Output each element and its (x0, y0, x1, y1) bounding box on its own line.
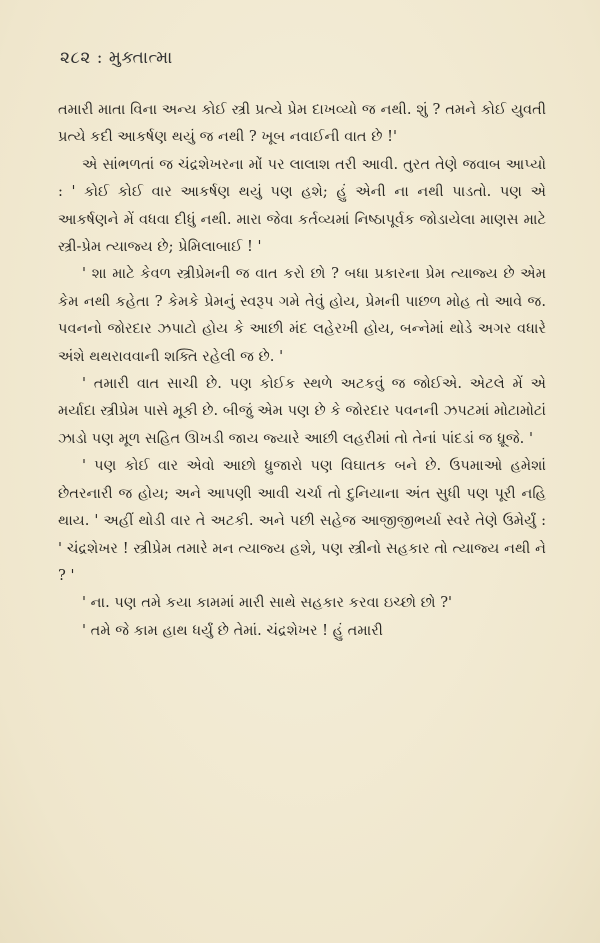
paragraph: ' પણ કોઈ વાર એવો આછો ધ્રુજારો પણ વિઘાતક બને છે. ઉપમાઓ હમેશાં છેતરનારી જ હોય; અને આપણી આવી ચર્ચા તો દુનિયાના અંત સુધી પણ પૂરી નહિ થાય. ' અહીં થોડી વાર તે અટકી. અને પછી સહેજ આજીજીભર્યા સ્વરે તેણે ઉમેર્યું : ' ચંદ્રશેખર ! સ્ત્રીપ્રેમ તમારે મન ત્યાજ્ય હશે, પણ સ્ત્રીનો સહકાર તો ત્યાજ્ય નથી ને ? ' (58, 457, 546, 584)
page-header: ૨૮૨ : મુક્તાત્મા (60, 48, 173, 68)
paragraph: ' તમારી વાત સાચી છે. પણ કોઈક સ્થળે અટકવું જ જોઈએ. એટલે મેં એ મર્યાદા સ્ત્રીપ્રેમ પાસે મૂકી છે. બીજું એમ પણ છે કે જોરદાર પવનની ઝપટમાં મોટામોટાં ઝાડો પણ મૂળ સહિત ઊખડી જાય જ્યારે આછી લહરીમાં તો તેનાં પાંદડાં જ ધ્રૂજે. ' (58, 375, 546, 447)
page-body (58, 96, 546, 644)
paragraph: એ સાંભળતાં જ ચંદ્રશેખરના મોં પર લાલાશ તરી આવી. તુરત તેણે જવાબ આપ્યો : ' કોઈ કોઈ વાર આકર્ષણ થયું પણ હશે; હું એની ના નથી પાડતો. પણ એ આકર્ષણને મેં વધવા દીધું નથી. મારા જેવા કર્તવ્યમાં નિષ્ઠાપૂર્વક જોડાયેલા માણસ માટે સ્ત્રી-પ્રેમ ત્યાજ્ય છે; પ્રેમિલાબાઈ ! ' (58, 155, 546, 256)
paragraph: તમારી માતા વિના અન્ય કોઈ સ્ત્રી પ્રત્યે પ્રેમ દાખવ્યો જ નથી. શું ? તમને કોઈ યુવતી પ્રત્યે કદી આકર્ષણ થયું જ નથી ? ખૂબ નવાઈની વાત છે !' (58, 101, 546, 146)
paragraph: ' શા માટે કેવળ સ્ત્રીપ્રેમની જ વાત કરો છો ? બધા પ્રકારના પ્રેમ ત્યાજ્ય છે એમ કેમ નથી કહેતા ? કેમકે પ્રેમનું સ્વરૂપ ગમે તેવું હોય, પ્રેમની પાછળ મોહ તો આવે જ. પવનનો જોરદાર ઝપાટો હોય કે આછી મંદ લહેરખી હોય, બન્નેમાં થોડે અગર વધારે અંશે થથરાવવાની શક્તિ રહેલી જ છે. ' (58, 265, 546, 365)
paragraph: ' તમે જે કામ હાથ ધર્યું છે તેમાં. ચંદ્રશેખર ! હું તમારી (82, 621, 383, 639)
paragraph: ' ના. પણ તમે કયા કામમાં મારી સાથે સહકાર કરવા ઇચ્છો છો ?' (82, 594, 453, 612)
